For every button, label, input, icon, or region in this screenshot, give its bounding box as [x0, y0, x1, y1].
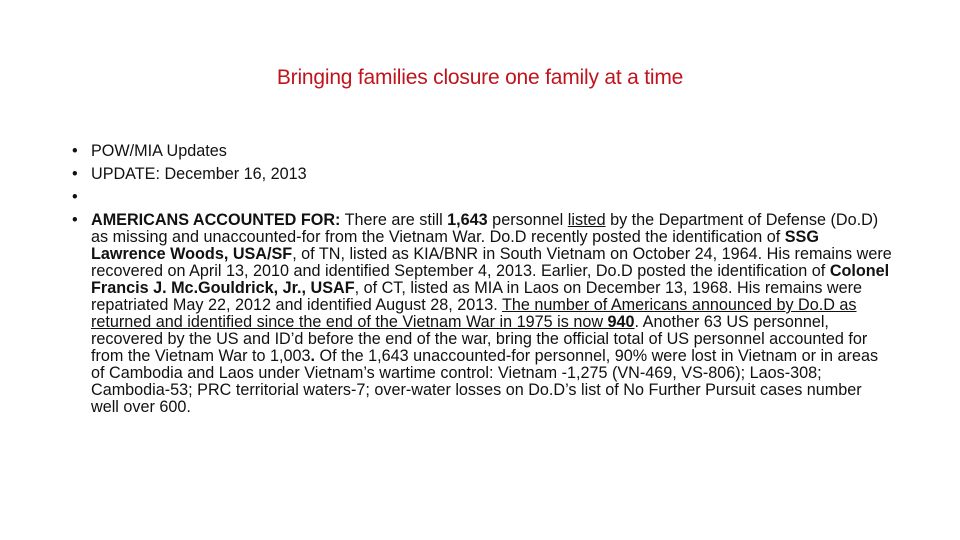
name-ssg-woods: SSG Lawrence Woods, USA/SF — [91, 228, 819, 263]
text-run: The number of Americans announced by Do.D as returned and identified since the end of the Vietnam War in 1975 is now — [91, 296, 857, 331]
text-run: . Another 63 US personnel, recovered by the US and ID’d before the end of the war, bring the official total of US personnel accounted for from the Vietnam War to 1,003 — [91, 313, 868, 365]
paragraph — [91, 211, 892, 416]
lead-heading: AMERICANS ACCOUNTED FOR: — [91, 211, 341, 229]
text-run: Of the 1,643 unaccounted-for personnel, 90% were lost in Vietnam or in areas of Cambodia and Laos under Vietnam’s wartime control: Vietnam -1,275 (VN-469, VS-806); Laos-308; Cambodia-53; PRC territorial waters-7; over-water losses on Do.D’s list of No Further Pursuit cases number well over 600. — [91, 347, 879, 416]
bullet-item-pow-mia-updates — [72, 143, 892, 160]
bullet-dot-icon: • — [72, 165, 78, 183]
text-run: by the Department of Defense (Do.D) as missing and unaccounted-for from the Vietnam War. Do.D recently posted the identification of — [91, 211, 879, 246]
listed-underlined: listed — [567, 211, 606, 229]
bullet-list — [72, 143, 892, 422]
bold-period: . — [310, 347, 316, 365]
slide-title: Bringing families closure one family at a time — [276, 66, 684, 89]
bullet-text: UPDATE: December 16, 2013 — [91, 165, 307, 183]
unaccounted-count: 1,643 — [447, 211, 488, 229]
bullet-item-empty — [72, 189, 892, 206]
text-run: There are still — [340, 211, 448, 229]
bullet-text: POW/MIA Updates — [91, 142, 227, 160]
returned-total: 940 — [607, 313, 635, 331]
bullet-dot-icon: • — [72, 211, 78, 229]
text-run: , of CT, listed as MIA in Laos on December 13, 1968. His remains were repatriated May 22, 2012 and identified August 28, 2013. — [91, 279, 863, 314]
text-run: , of TN, listed as KIA/BNR in South Vietnam on October 24, 1964. His remains were recovered on April 13, 2010 and identified September 4, 2013. Earlier, Do.D posted the identification of — [91, 245, 892, 280]
text-run: personnel — [487, 211, 568, 229]
bullet-dot-icon: • — [72, 188, 78, 206]
bullet-dot-icon: • — [72, 142, 78, 160]
name-col-mcgouldrick: Colonel Francis J. Mc.Gouldrick, Jr., USAF — [91, 262, 890, 297]
bullet-item-americans-accounted-for — [72, 212, 892, 416]
bullet-item-update-date — [72, 166, 892, 183]
